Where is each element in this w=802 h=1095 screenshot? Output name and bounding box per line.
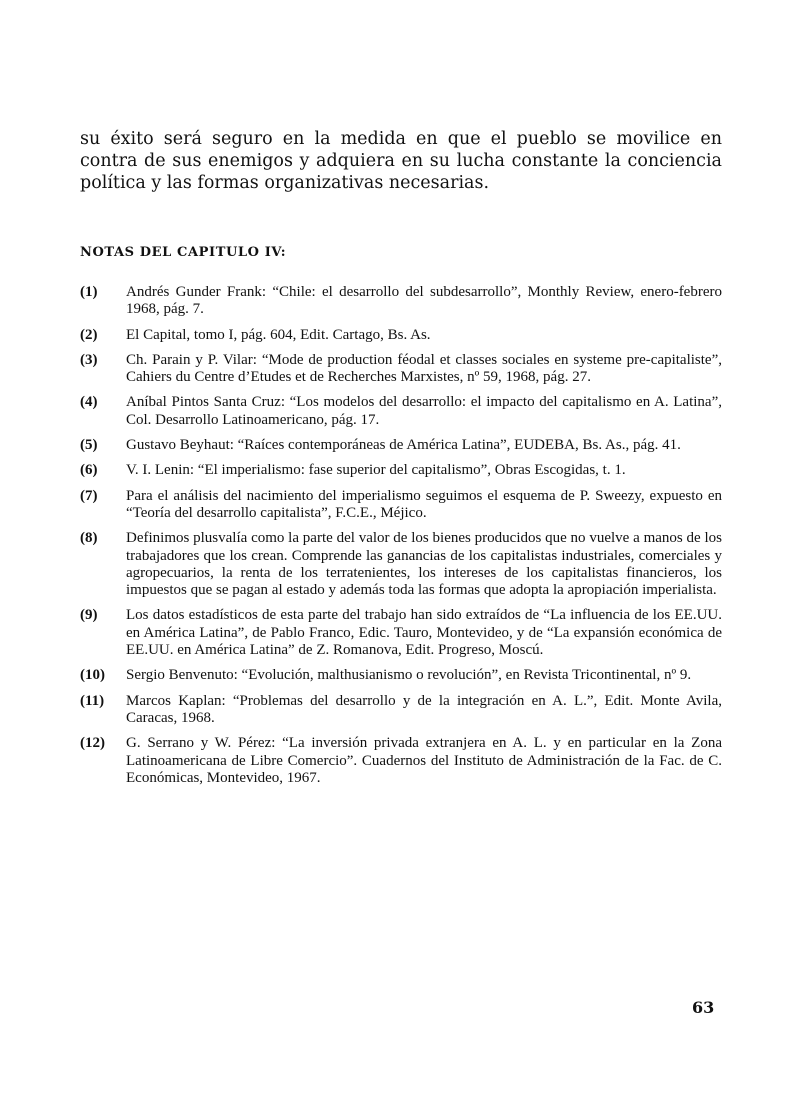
note-number: (5): [80, 437, 98, 454]
note-text: El Capital, tomo I, pág. 604, Edit. Cartago, Bs. As.: [126, 326, 431, 343]
note-item: [80, 607, 722, 659]
note-text: Marcos Kaplan: “Problemas del desarrollo y de la integración en A. L.”, Edit. Monte Avila, Caracas, 1968.: [126, 692, 722, 726]
note-item: [80, 488, 722, 523]
note-number: (9): [80, 607, 98, 624]
note-number: (8): [80, 530, 98, 547]
page-number: 63: [692, 998, 715, 1017]
note-item: [80, 667, 722, 684]
note-text: V. I. Lenin: “El imperialismo: fase superior del capitalismo”, Obras Escogidas, t. 1.: [126, 462, 626, 479]
note-number: (7): [80, 487, 98, 504]
note-number: (2): [80, 326, 98, 343]
note-number: (6): [80, 462, 98, 479]
note-item: [80, 327, 722, 344]
note-number: (11): [80, 692, 105, 709]
note-item: [80, 352, 722, 387]
note-item: [80, 284, 722, 319]
note-number: (12): [80, 735, 105, 752]
note-item: [80, 693, 722, 728]
note-text: Definimos plusvalía como la parte del valor de los bienes producidos que no vuelve a manos de los trabajadores que los crean. Comprende las ganancias de los capitalistas industriales, comerciales y agropecuarios, la renta de los terratenientes, los intereses de los capitalistas financieros, los impuestos que se pagan al estado y además toda las formas que adopta la apropiación imperialista.: [126, 530, 722, 599]
note-number: (1): [80, 284, 98, 300]
note-item: [80, 735, 722, 787]
note-number: (10): [80, 667, 105, 684]
notes-list: [80, 284, 722, 795]
note-number: (4): [80, 394, 98, 411]
note-item: [80, 530, 722, 599]
note-text: Aníbal Pintos Santa Cruz: “Los modelos del desarrollo: el impacto del capitalismo en A. Latina”, Col. Desarrollo Latinoamericano, pág. 17.: [126, 394, 722, 428]
note-text: Andrés Gunder Frank: “Chile: el desarrollo del subdesarrollo”, Monthly Review, enero-febrero 1968, pág. 7.: [126, 284, 722, 318]
note-text: Para el análisis del nacimiento del imperialismo seguimos el esquema de P. Sweezy, expuesto en “Teoría del desarrollo capitalista”, F.C.E., Méjico.: [126, 487, 722, 521]
note-text: Sergio Benvenuto: “Evolución, malthusianismo o revolución”, en Revista Tricontinental, nº 9.: [126, 667, 692, 684]
note-text: G. Serrano y W. Pérez: “La inversión privada extranjera en A. L. y en particular en la Zona Latinoamericana de Libre Comercio”. Cuadernos del Instituto de Administración de la Fac. de C. Económicas, Montevideo, 1967.: [126, 735, 722, 786]
notes-heading: NOTAS DEL CAPITULO IV:: [80, 245, 287, 260]
note-item: [80, 462, 722, 479]
note-number: (3): [80, 351, 98, 368]
note-item: [80, 394, 722, 429]
intro-paragraph: su éxito será seguro en la medida en que el pueblo se movilice en contra de sus enemigos y adquiera en su lucha constante la conciencia política y las formas organizativas necesarias.: [80, 129, 722, 193]
note-text: Gustavo Beyhaut: “Raíces contemporáneas de América Latina”, EUDEBA, Bs. As., pág. 41.: [126, 437, 681, 454]
note-text: Los datos estadísticos de esta parte del trabajo han sido extraídos de “La influencia de los EE.UU. en América Latina”, de Pablo Franco, Edic. Tauro, Montevideo, y de “La expansión económica de EE.UU. en América Latina” de Z. Romanova, Edit. Progreso, Moscú.: [126, 607, 722, 659]
note-item: [80, 437, 722, 454]
note-text: Ch. Parain y P. Vilar: “Mode de production féodal et classes sociales en systeme pre-capitaliste”, Cahiers du Centre d’Etudes et de Recherches Marxistes, nº 59, 1968, pág. 27.: [126, 351, 722, 386]
